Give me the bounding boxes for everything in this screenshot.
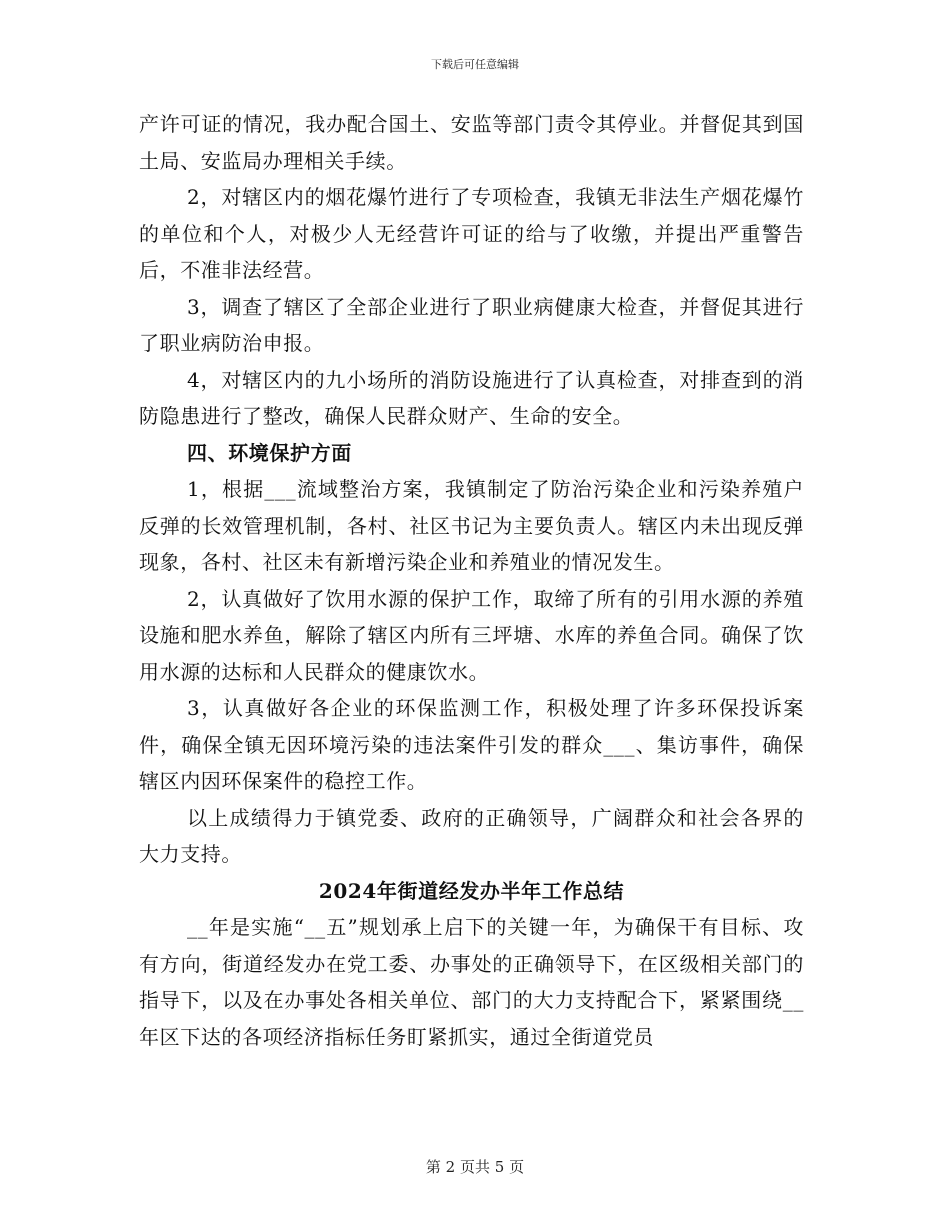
paragraph: 3，认真做好各企业的环保监测工作，积极处理了许多环保投诉案件，确保全镇无因环境污染的违法案件引发的群众___、集访事件，确保辖区内因环保案件的稳控工作。	[139, 696, 804, 793]
page-header: 下载后可任意编辑	[431, 58, 519, 71]
paragraph: 1，根据___流域整治方案，我镇制定了防治污染企业和污染养殖户反弹的长效管理机制，各村、社区书记为主要负责人。辖区内未出现反弹现象，各村、社区未有新增污染企业和养殖业的情况发生。	[139, 477, 804, 574]
paragraph: 以上成绩得力于镇党委、政府的正确领导，广阔群众和社会各界的大力支持。	[139, 805, 804, 866]
paragraph: __年是实施“__五”规划承上启下的关键一年，为确保干有目标、攻有方向，街道经发办在党工委、办事处的正确领导下，在区级相关部门的指导下，以及在办事处各相关单位、部门的大力支持配合下，紧紧围绕__年区下达的各项经济指标任务盯紧抓实，通过全街道党员	[139, 915, 804, 1049]
paragraph: 4，对辖区内的九小场所的消防设施进行了认真检查，对排查到的消防隐患进行了整改，确保人民群众财产、生命的安全。	[139, 367, 804, 428]
page-footer: 第 2 页共 5 页	[425, 1158, 525, 1176]
paragraph: 2，对辖区内的烟花爆竹进行了专项检查，我镇无非法生产烟花爆竹的单位和个人，对极少人无经营许可证的给与了收缴，并提出严重警告后，不准非法经营。	[139, 185, 804, 282]
document-title: 2024年街道经发办半年工作总结	[318, 878, 625, 903]
paragraph: 3，调查了辖区了全部企业进行了职业病健康大检查，并督促其进行了职业病防治申报。	[139, 294, 804, 355]
section-heading: 四、环境保护方面	[187, 440, 352, 465]
document-body	[139, 106, 804, 1055]
paragraph: 产许可证的情况，我办配合国土、安监等部门责令其停业。并督促其到国土局、安监局办理相关手续。	[139, 112, 804, 173]
paragraph: 2，认真做好了饮用水源的保护工作，取缔了所有的引用水源的养殖设施和肥水养鱼，解除了辖区内所有三坪塘、水库的养鱼合同。确保了饮用水源的达标和人民群众的健康饮水。	[139, 586, 804, 684]
